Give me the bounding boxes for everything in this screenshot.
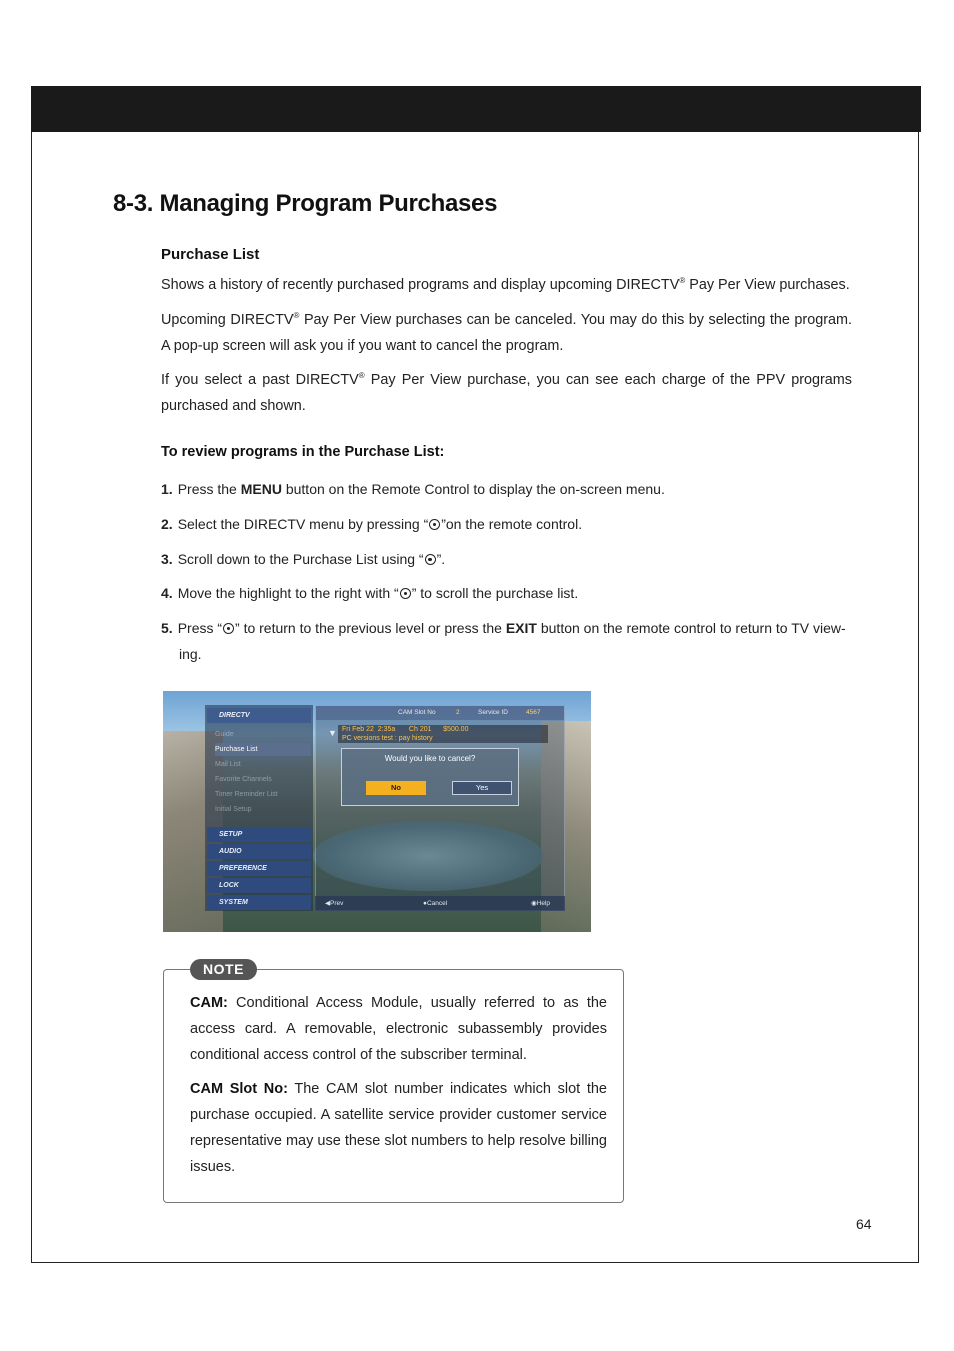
step-text: ” to scroll the purchase list.	[411, 585, 579, 601]
purchase-icon: ▼	[328, 728, 337, 738]
note-badge: NOTE	[190, 959, 257, 980]
help-label: Help	[536, 900, 551, 907]
cam-text: Conditional Access Module, usually referred to as the access card. A removable, electronic subassembly provides conditional access control of the subscriber terminal.	[190, 995, 607, 1063]
step-3	[161, 546, 852, 572]
menu-category-preference[interactable]: PREFERENCE	[207, 861, 311, 876]
page-number: 64	[856, 1216, 872, 1232]
paragraph-3-text-b: Pay Per View purchase, you can see each charge of the PPV programs purchased and shown.	[161, 371, 852, 414]
page-title: 8-3. Managing Program Purchases	[113, 190, 498, 217]
step-text: button on the Remote Control to display the on-screen menu.	[281, 481, 665, 497]
menu-header[interactable]: DIRECTV	[207, 708, 311, 723]
dialog-question: Would you like to cancel?	[384, 754, 476, 763]
step-text: Press the	[177, 481, 241, 497]
service-id-value: 4567	[526, 709, 541, 716]
cam-slot-value: 2	[456, 709, 460, 716]
paragraph-1-text-a: Shows a history of recently purchased programs and display upcoming DIRECTV	[161, 276, 680, 293]
paragraph-2	[161, 303, 852, 359]
submenu-item-guide[interactable]: Guide	[215, 731, 234, 738]
screen-footer	[315, 896, 565, 911]
select-button-icon	[425, 554, 436, 565]
step-text: Move the highlight to the right with “	[177, 585, 399, 601]
menu-category-audio[interactable]: AUDIO	[207, 844, 311, 859]
step-text: Select the DIRECTV menu by pressing “	[177, 516, 429, 532]
panel-header	[316, 706, 564, 720]
exit-keyword: EXIT	[505, 620, 537, 636]
step-number: 2.	[161, 516, 173, 532]
prev-hint: ◀Prev	[325, 900, 344, 907]
select-button-icon	[400, 588, 411, 599]
step-text: Press “	[177, 620, 223, 636]
paragraph-3-text-a: If you select a past DIRECTV	[161, 371, 359, 388]
select-button-icon	[223, 623, 234, 634]
note-cam-slot-definition	[190, 1076, 607, 1180]
ppv-purchase-row[interactable]	[338, 725, 548, 743]
cam-slot-text: The CAM slot number indicates which slot the purchase occupied. A satellite service provider customer service representative may use these slot numbers to help resolve billing issues.	[190, 1081, 607, 1175]
menu-category-system[interactable]: SYSTEM	[207, 895, 311, 910]
paragraph-2-text-b: Pay Per View purchases can be canceled. You may do this by selecting the program. A pop-up screen will ask you if you want to cancel the program.	[161, 311, 853, 354]
no-button[interactable]: No	[366, 781, 426, 795]
note-cam-definition	[190, 990, 607, 1068]
registered-mark: ®	[358, 371, 365, 380]
step-2	[161, 511, 852, 537]
help-hint: ◉Help	[531, 900, 551, 907]
ppv-row-line-1: Fri Feb 22 2:35a Ch 201 $500.00	[342, 726, 469, 733]
step-number: 4.	[161, 585, 173, 601]
cancel-label: Cancel	[426, 900, 448, 907]
menu-category-lock[interactable]: LOCK	[207, 878, 311, 893]
registered-mark: ®	[679, 276, 686, 285]
header-bar	[31, 86, 921, 132]
step-text: ” to return to the previous level or press the	[235, 620, 506, 636]
step-number: 3.	[161, 551, 173, 567]
step-1	[161, 476, 852, 502]
tv-screenshot	[163, 691, 591, 932]
submenu-item-timer-reminder-list[interactable]: Timer Reminder List	[215, 791, 278, 798]
cam-slot-term: CAM Slot No:	[190, 1081, 288, 1097]
registered-mark: ®	[293, 311, 300, 320]
menu-category-setup[interactable]: SETUP	[207, 827, 311, 842]
submenu-item-favorite-channels[interactable]: Favorite Channels	[215, 776, 272, 783]
section-heading: Purchase List	[161, 246, 260, 263]
paragraph-1	[161, 268, 852, 298]
select-button-icon	[429, 519, 440, 530]
step-text: ”on the remote control.	[441, 516, 583, 532]
prev-label: Prev	[330, 900, 344, 907]
step-text-continued: ing.	[179, 646, 202, 662]
submenu-item-initial-setup[interactable]: Initial Setup	[215, 806, 252, 813]
step-text: ”.	[436, 551, 446, 567]
step-5	[161, 615, 852, 667]
step-text: Scroll down to the Purchase List using “	[177, 551, 424, 567]
menu-keyword: MENU	[240, 481, 282, 497]
submenu-item-purchase-list[interactable]: Purchase List	[215, 743, 311, 756]
paragraph-2-text-a: Upcoming DIRECTV	[161, 311, 294, 328]
steps-heading: To review programs in the Purchase List:	[161, 444, 445, 460]
step-number: 1.	[161, 481, 173, 497]
paragraph-1-text-b: Pay Per View purchases.	[685, 276, 850, 293]
ppv-row-line-2: PC versions test : pay history	[342, 735, 433, 742]
step-number: 5.	[161, 620, 173, 636]
cam-term: CAM:	[190, 995, 228, 1011]
step-text: button on the remote control to return to TV view-	[536, 620, 846, 636]
paragraph-3	[161, 363, 852, 419]
service-id-label: Service ID	[478, 709, 508, 716]
yes-button[interactable]: Yes	[452, 781, 512, 795]
submenu-item-mail-list[interactable]: Mail List	[215, 761, 241, 768]
step-4	[161, 580, 852, 606]
cancel-hint: ●Cancel	[423, 900, 448, 907]
cam-slot-label: CAM Slot No	[398, 709, 436, 716]
